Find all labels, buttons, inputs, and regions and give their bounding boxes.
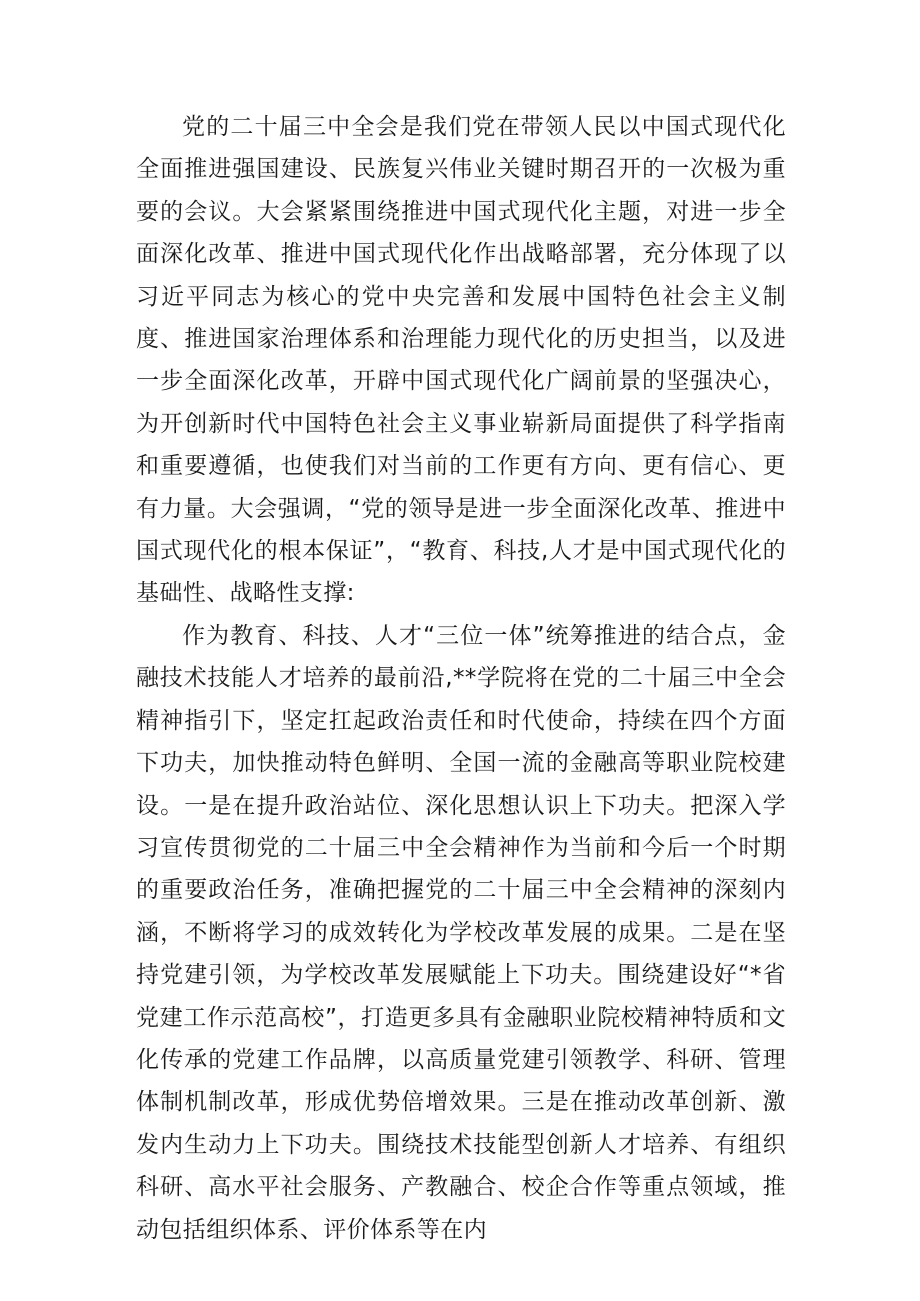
document-body: [136, 106, 786, 1251]
paragraph-college-plan: 作为教育、科技、人才“三位一体”统筹推进的结合点，金融技术技能人才培养的最前沿,**学院将在党的二十届三中全会精神指引下，坚定扛起政治责任和时代使命，持续在四个方面下功夫，加快推动特色鲜明、全国一流的金融高等职业院校建设。一是在提升政治站位、深化思想认识上下功夫。把深入学习宣传贯彻党的二十届三中全会精神作为当前和今后一个时期的重要政治任务，准确把握党的二十届三中全会精神的深刻内涵，不断将学习的成效转化为学校改革发展的成果。二是在坚持党建引领，为学校改革发展赋能上下功夫。围绕建设好“*省党建工作示范高校”，打造更多具有金融职业院校精神特质和文化传承的党建工作品牌，以高质量党建引领教学、科研、管理体制机制改革，形成优势倍增效果。三是在推动改革创新、激发内生动力上下功夫。围绕技术技能型创新人才培养、有组织科研、高水平社会服务、产教融合、校企合作等重点领域，推动包括组织体系、评价体系等在内: [136, 622, 786, 1243]
paragraph-plenum-overview: 党的二十届三中全会是我们党在带领人民以中国式现代化全面推进强国建设、民族复兴伟业关键时期召开的一次极为重要的会议。大会紧紧围绕推进中国式现代化主题，对进一步全面深化改革、推进中国式现代化作出战略部署，充分体现了以习近平同志为核心的党中央完善和发展中国特色社会主义制度、推进国家治理体系和治理能力现代化的历史担当，以及进一步全面深化改革，开辟中国式现代化广阔前景的坚强决心，为开创新时代中国特色社会主义事业崭新局面提供了科学指南和重要遵循，也使我们对当前的工作更有方向、更有信心、更有力量。大会强调，“党的领导是进一步全面深化改革、推进中国式现代化的根本保证”，“教育、科技,人才是中国式现代化的基础性、战略性支撑:: [136, 114, 786, 607]
